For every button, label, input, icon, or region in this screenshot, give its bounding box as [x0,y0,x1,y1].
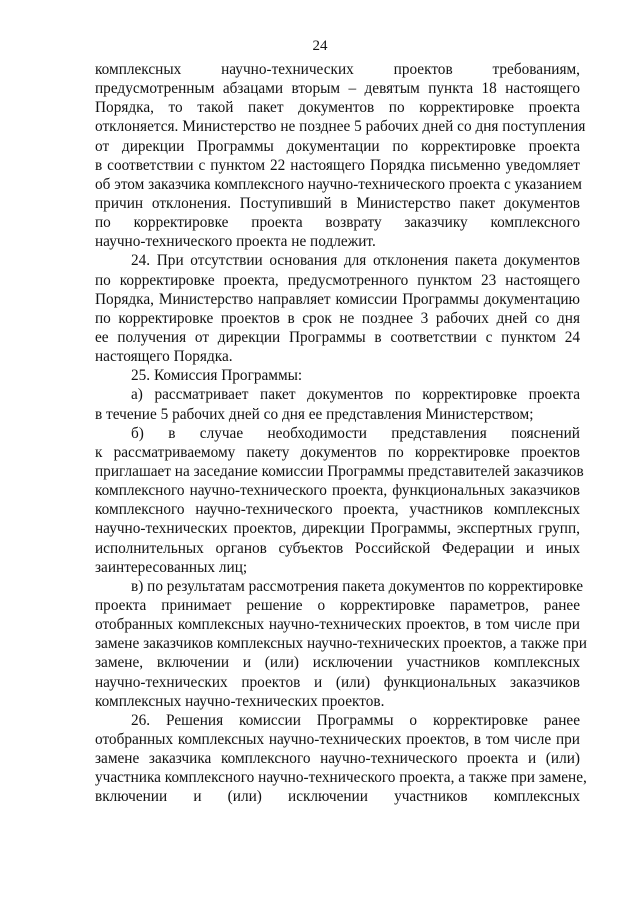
item-a-line: а) рассматривает пакет документов по корректировке проекта [131,386,580,404]
text-line: по корректировке проекта возврату заказчику комплексного [95,214,580,232]
text-line: комплексного научно-технического проекта, участников комплексных [95,501,580,519]
text-line: исполнительных органов субъектов Российской Федерации и иных [95,539,580,557]
body-text [95,60,587,806]
text-line: об этом заказчика комплексного научно-технического проекта с указанием [95,175,582,193]
text-line: ее получения от дирекции Программы в соответствии с пунктом 24 [95,328,580,346]
text-line: приглашает на заседание комиссии Программы представителей заказчиков [95,462,584,480]
text-line: замене, включении и (или) исключении участников комплексных [95,654,580,672]
text-line: по корректировке проектов в срок не позднее 3 рабочих дней со дня [95,309,580,327]
text-line: проекта принимает решение о корректировке параметров, ранее [95,596,580,614]
text-line: по корректировке проекта, предусмотренного пунктом 23 настоящего [95,271,580,289]
text-line: комплексных научно-технических проектов. [95,692,385,710]
text-line: включении и (или) исключении участников комплексных [95,788,580,806]
text-line: отобранных комплексных научно-технических проектов, в том числе при [95,616,580,634]
paragraph-26-line: 26. Решения комиссии Программы о корректировке ранее [131,711,580,729]
text-line: настоящего Порядка. [95,348,233,366]
text-line: комплексного научно-технического проекта, функциональных заказчиков [95,482,580,500]
text-line: к рассматриваемому пакету документов по корректировке проектов [95,443,580,461]
text-line: комплексных научно-технических проектов требованиям, [95,61,580,78]
text-line: научно-технических проектов и (или) функциональных заказчиков [95,673,580,691]
text-line: отобранных комплексных научно-технических проектов, в том числе при [95,730,580,748]
text-line: от дирекции Программы документации по корректировке проекта [95,137,580,155]
paragraph-24-line: 24. При отсутствии основания для отклонения пакета документов [131,252,580,270]
text-line: замене заказчика комплексного научно-технического проекта и (или) [95,750,580,768]
text-line: в течение 5 рабочих дней со дня ее представления Министерством; [95,405,534,423]
text-line: участника комплексного научно-технического проекта, а также при замене, [95,769,587,787]
text-line: в соответствии с пунктом 22 настоящего Порядка письменно уведомляет [95,156,580,174]
text-line: научно-технических проектов, дирекции Программы, экспертных групп, [95,520,580,538]
item-b-line: б) в случае необходимости представления пояснений [131,424,580,442]
text-line: причин отклонения. Поступивший в Министерство пакет документов [95,194,580,212]
text-line: отклоняется. Министерство не позднее 5 рабочих дней со дня поступления [95,118,586,136]
text-line: Порядка, то такой пакет документов по корректировке проекта [95,99,580,117]
text-line: заинтересованных лиц; [95,558,248,576]
text-line: предусмотренным абзацами вторым – девятым пункта 18 настоящего [95,80,580,98]
text-line: научно-технического проекта не подлежит. [95,233,376,251]
text-line: Порядка, Министерство направляет комиссии Программы документацию [95,290,580,308]
item-v-line: в) по результатам рассмотрения пакета документов по корректировке [131,577,584,595]
paragraph-25-line: 25. Комиссия Программы: [131,367,303,385]
page-number: 24 [312,38,328,54]
text-line: замене заказчиков комплексных научно-технических проектов, а также при [95,635,587,653]
